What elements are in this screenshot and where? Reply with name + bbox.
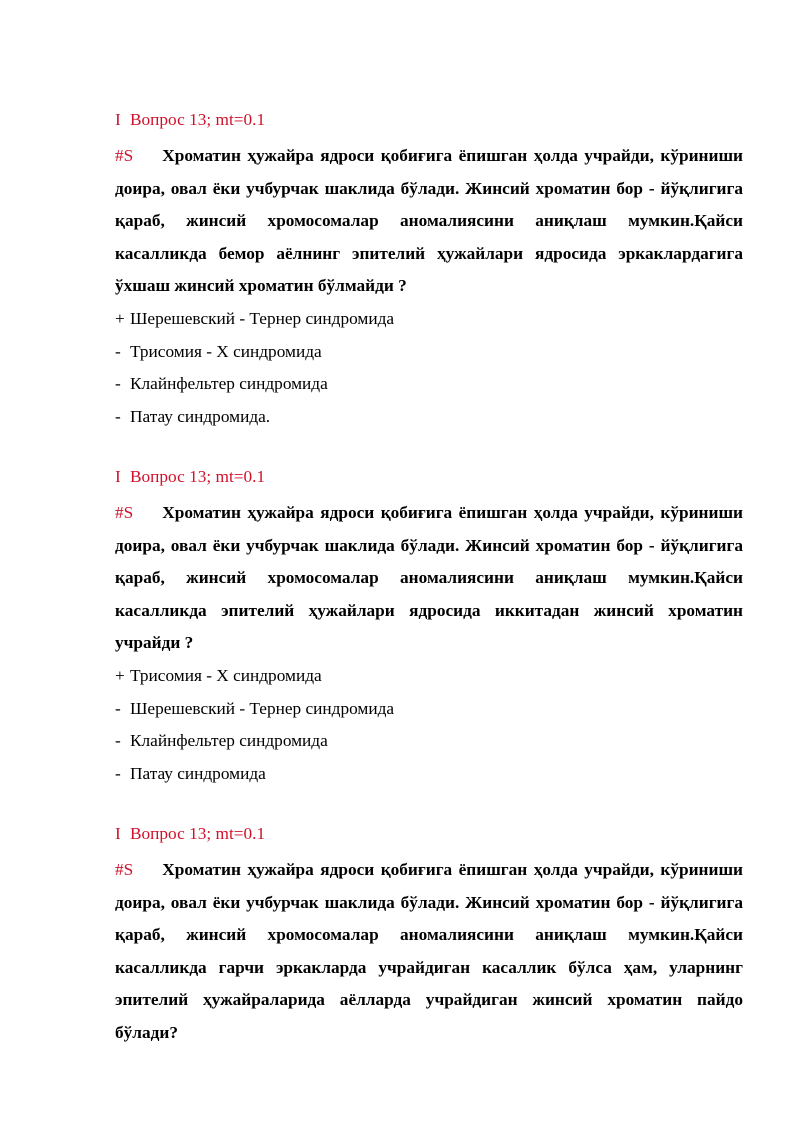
answer-option: [115, 336, 743, 369]
question-type-tag: #S: [115, 860, 134, 879]
question-text: [115, 140, 743, 303]
answer-sign: -: [115, 763, 121, 783]
answer-option: [115, 693, 743, 726]
answer-option-correct: [115, 303, 743, 336]
answer-option: [115, 368, 743, 401]
question-text: [115, 854, 743, 1050]
question-body: Хроматин ҳужайра ядроси қобиғига ёпишган ҳолда учрайди, кўриниши доира, овал ёки учбурчак шаклида бўлади. Жинсий хроматин бор - йўқлигига қараб, жинсий хромосомалар аномалиясини аниқлаш мумкин.Қайси касалликда бемор аёлнинг эпителий ҳужайлари ядросида эркаклардагига ўхшаш жинсий хроматин бўлмайди ?: [115, 146, 743, 296]
answer-list: [115, 660, 743, 790]
question-header-label: Вопрос 13; mt=0.1: [130, 467, 266, 486]
answer-sign: -: [115, 731, 121, 751]
answer-sign: +: [115, 665, 125, 685]
answer-text: Клайнфельтер синдромида: [130, 731, 328, 751]
answer-sign: +: [115, 308, 125, 328]
answer-text: Патау синдромида: [130, 763, 266, 783]
question-marker: I: [115, 110, 121, 129]
question-header: [115, 465, 743, 489]
question-block-1: [115, 108, 743, 433]
answer-text: Трисомия - Х синдромида: [130, 665, 322, 685]
answer-list: [115, 303, 743, 433]
answer-text: Клайнфельтер синдромида: [130, 374, 328, 394]
answer-sign: -: [115, 341, 121, 361]
answer-sign: -: [115, 698, 121, 718]
question-type-tag: #S: [115, 503, 134, 522]
question-marker: I: [115, 467, 121, 486]
question-header-label: Вопрос 13; mt=0.1: [130, 824, 266, 843]
answer-text: Шерешевский - Тернер синдромида: [130, 698, 395, 718]
question-marker: I: [115, 824, 121, 843]
question-header: [115, 108, 743, 132]
answer-text: Шерешевский - Тернер синдромида: [130, 308, 395, 328]
question-header-label: Вопрос 13; mt=0.1: [130, 110, 266, 129]
question-block-2: [115, 465, 743, 790]
answer-option: [115, 758, 743, 791]
question-body: Хроматин ҳужайра ядроси қобиғига ёпишган ҳолда учрайди, кўриниши доира, овал ёки учбурчак шаклида бўлади. Жинсий хроматин бор - йўқлигига қараб, жинсий хромосомалар аномалиясини аниқлаш мумкин.Қайси касалликда гарчи эркакларда учрайдиган касаллик бўлса ҳам, уларнинг эпителий ҳужайраларида аёлларда учрайдиган жинсий хроматин пайдо бўлади?: [115, 860, 743, 1042]
answer-sign: -: [115, 406, 121, 426]
answer-option: [115, 401, 743, 434]
answer-option-correct: [115, 660, 743, 693]
question-header: [115, 822, 743, 846]
answer-text: Патау синдромида.: [130, 406, 271, 426]
question-block-3: [115, 822, 743, 1050]
answer-option: [115, 725, 743, 758]
answer-sign: -: [115, 374, 121, 394]
question-body: Хроматин ҳужайра ядроси қобиғига ёпишган ҳолда учрайди, кўриниши доира, овал ёки учбурчак шаклида бўлади. Жинсий хроматин бор - йўқлигига қараб, жинсий хромосомалар аномалиясини аниқлаш мумкин.Қайси касалликда эпителий ҳужайлари ядросида иккитадан жинсий хроматин учрайди ?: [115, 503, 743, 653]
question-type-tag: #S: [115, 146, 134, 165]
question-text: [115, 497, 743, 660]
answer-text: Трисомия - Х синдромида: [130, 341, 322, 361]
